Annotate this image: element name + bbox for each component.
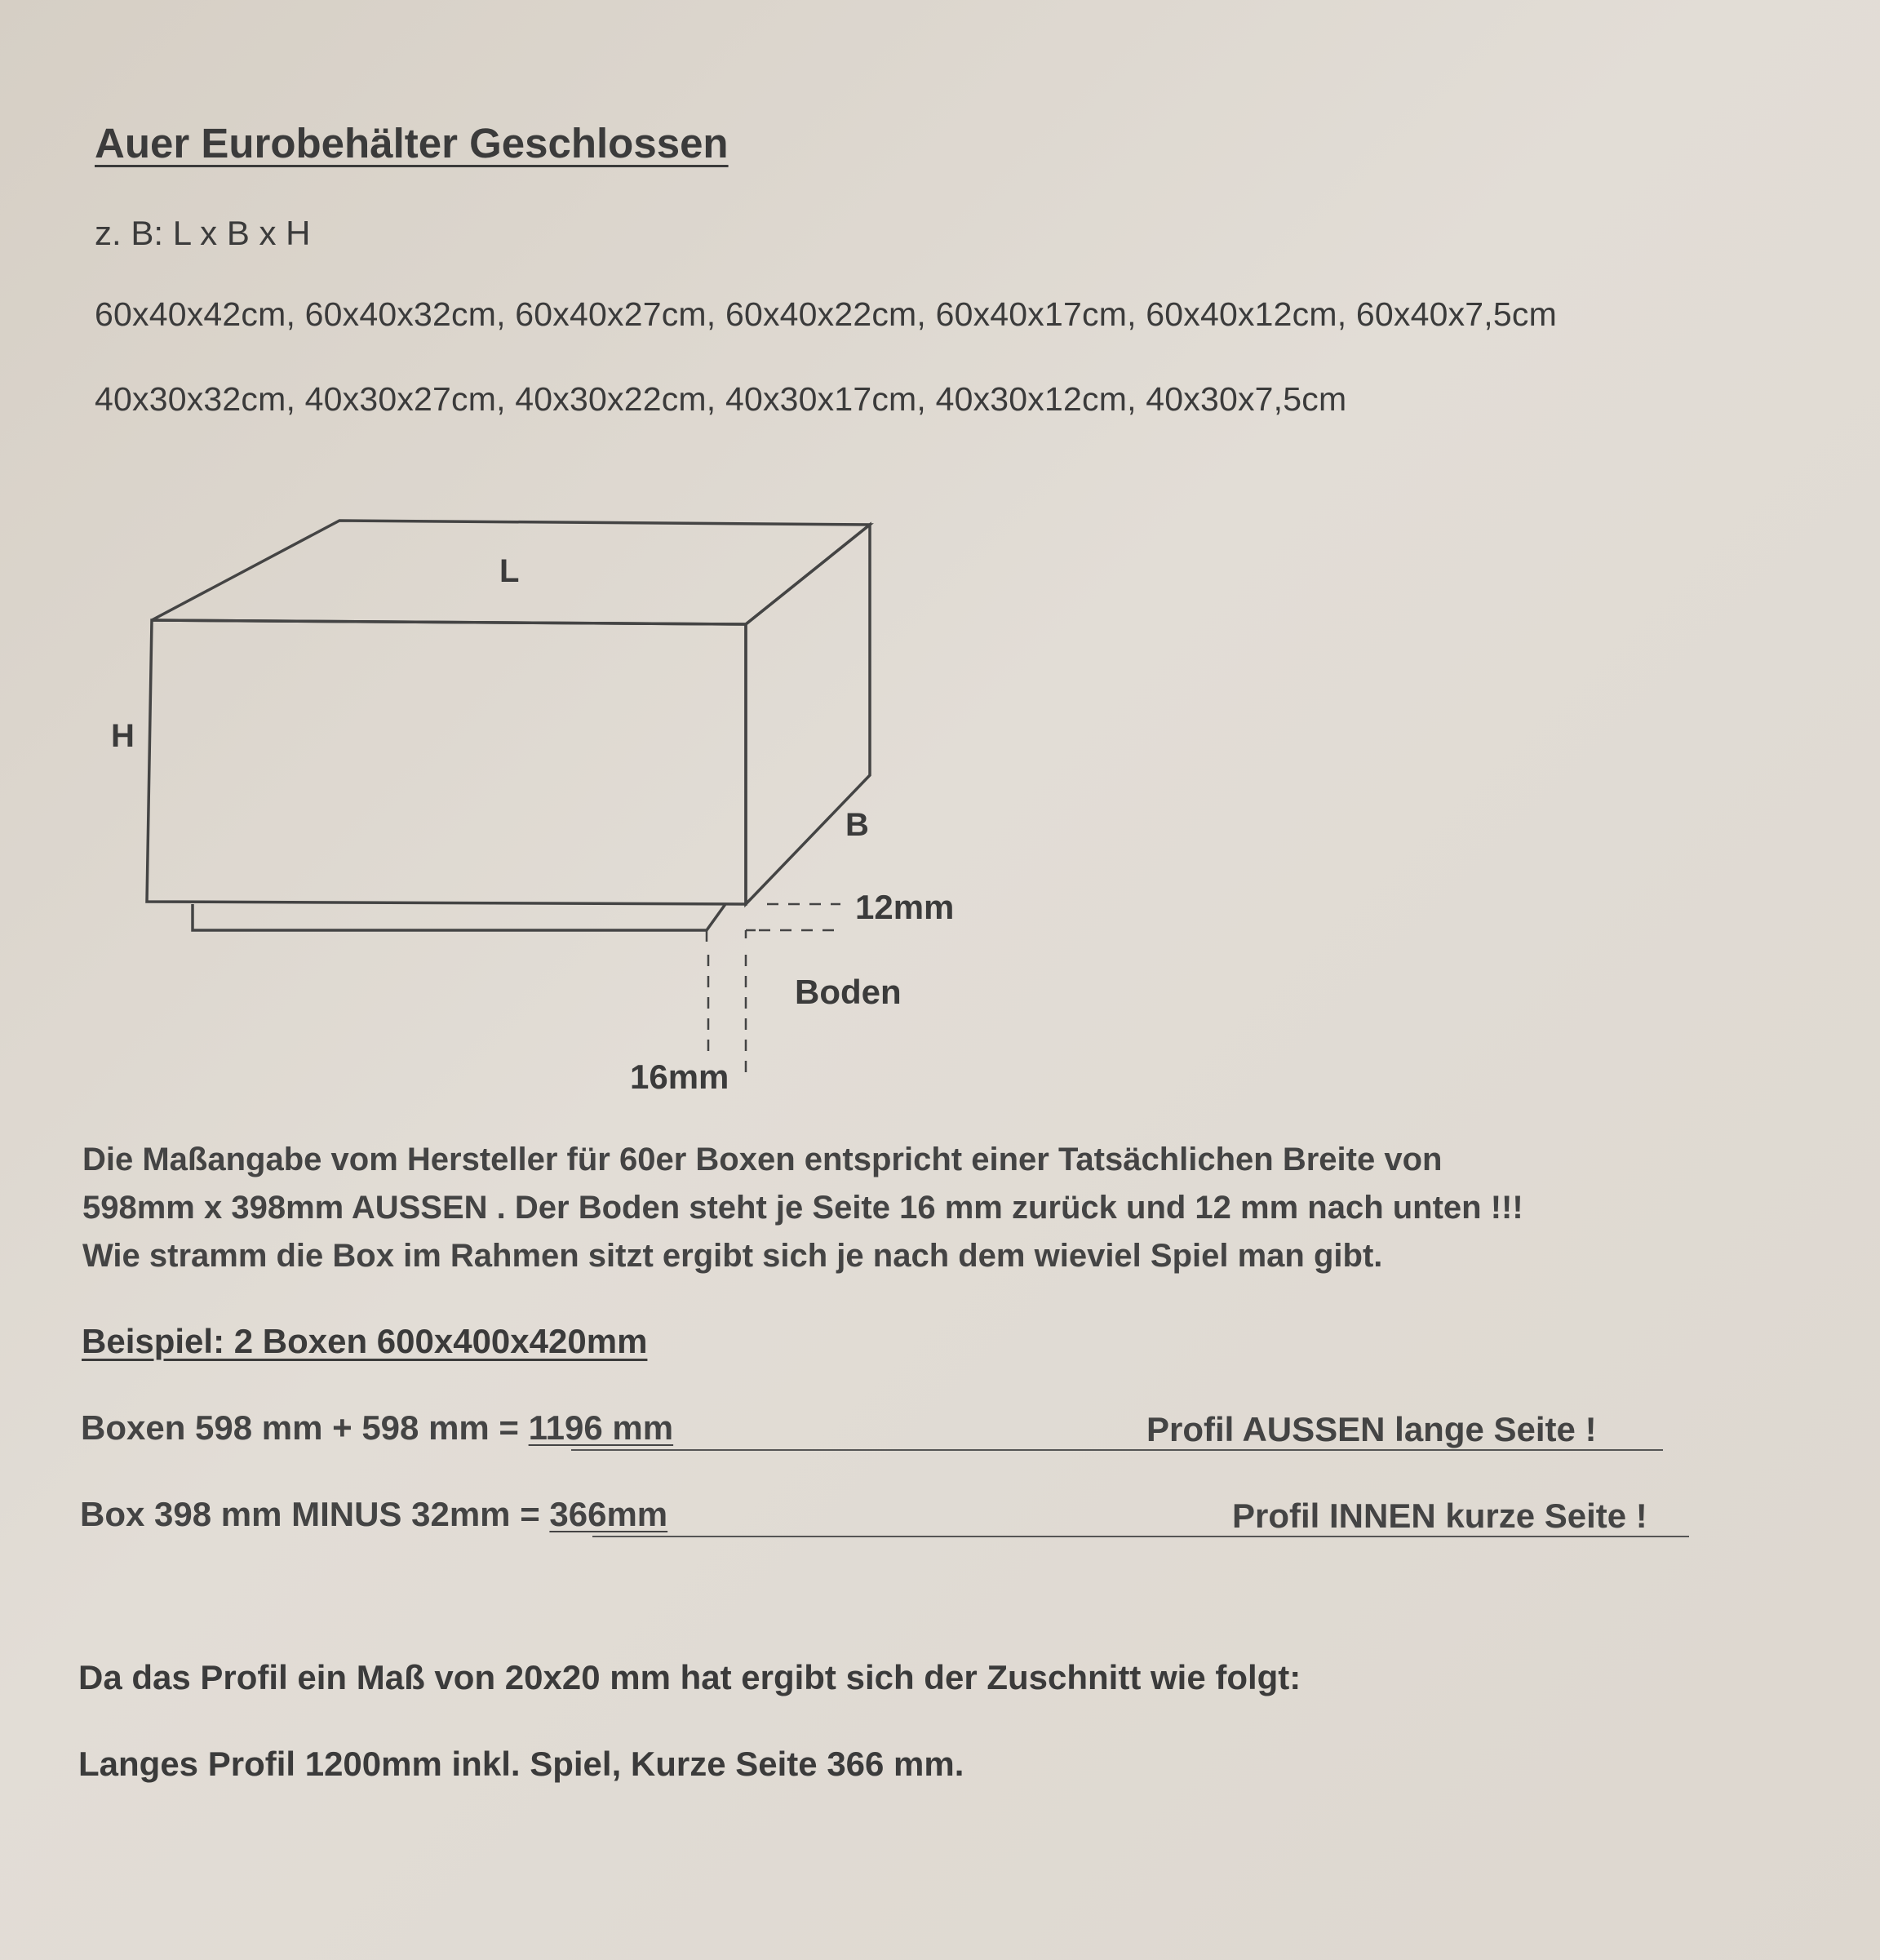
- underline-rule: [571, 1449, 1663, 1451]
- example-heading: Beispiel: 2 Boxen 600x400x420mm: [82, 1322, 648, 1360]
- calc-text: Box 398 mm MINUS 32mm =: [80, 1495, 550, 1533]
- calc-row-long: [81, 1408, 673, 1448]
- dimension-formula: z. B: L x B x H: [95, 214, 311, 252]
- label-12mm: 12mm: [855, 888, 955, 926]
- paragraph-line: Die Maßangabe vom Hersteller für 60er Boxen entspricht einer Tatsächlichen Breite von: [82, 1142, 1443, 1177]
- document-title: Auer Eurobehälter Geschlossen: [95, 120, 729, 166]
- label-B: B: [845, 807, 869, 843]
- label-H: H: [111, 718, 135, 754]
- explanation-paragraph: [82, 1136, 1523, 1280]
- profile-note-long: Profil AUSSEN lange Seite !: [1146, 1410, 1597, 1448]
- conclusion-line: Da das Profil ein Maß von 20x20 mm hat ergibt sich der Zuschnitt wie folgt:: [78, 1658, 1301, 1696]
- paragraph-line: 598mm x 398mm AUSSEN . Der Boden steht je Seite 16 mm zurück und 12 mm nach unten !!!: [82, 1190, 1523, 1226]
- calc-text: Boxen 598 mm + 598 mm =: [81, 1408, 529, 1447]
- label-boden: Boden: [795, 973, 902, 1011]
- sizes-row-40x30: 40x30x32cm, 40x30x27cm, 40x30x22cm, 40x30x17cm, 40x30x12cm, 40x30x7,5cm: [95, 380, 1347, 418]
- label-L: L: [499, 553, 520, 589]
- conclusion-result: Langes Profil 1200mm inkl. Spiel, Kurze Seite 366 mm.: [78, 1745, 964, 1783]
- box-front-face: [147, 620, 746, 904]
- sizes-row-60x40: 60x40x42cm, 60x40x32cm, 60x40x27cm, 60x40x22cm, 60x40x17cm, 60x40x12cm, 60x40x7,5cm: [95, 295, 1557, 333]
- paragraph-line: Wie stramm die Box im Rahmen sitzt ergibt sich je nach dem wieviel Spiel man gibt.: [82, 1238, 1383, 1274]
- underline-rule: [592, 1536, 1689, 1537]
- profile-note-short: Profil INNEN kurze Seite !: [1232, 1497, 1647, 1535]
- label-16mm: 16mm: [630, 1058, 729, 1096]
- box-base-outline: [193, 904, 725, 930]
- calc-result: 366mm: [549, 1495, 668, 1533]
- box-right-face: [746, 525, 870, 904]
- calc-result: 1196 mm: [528, 1408, 674, 1447]
- calc-row-short: [80, 1495, 667, 1534]
